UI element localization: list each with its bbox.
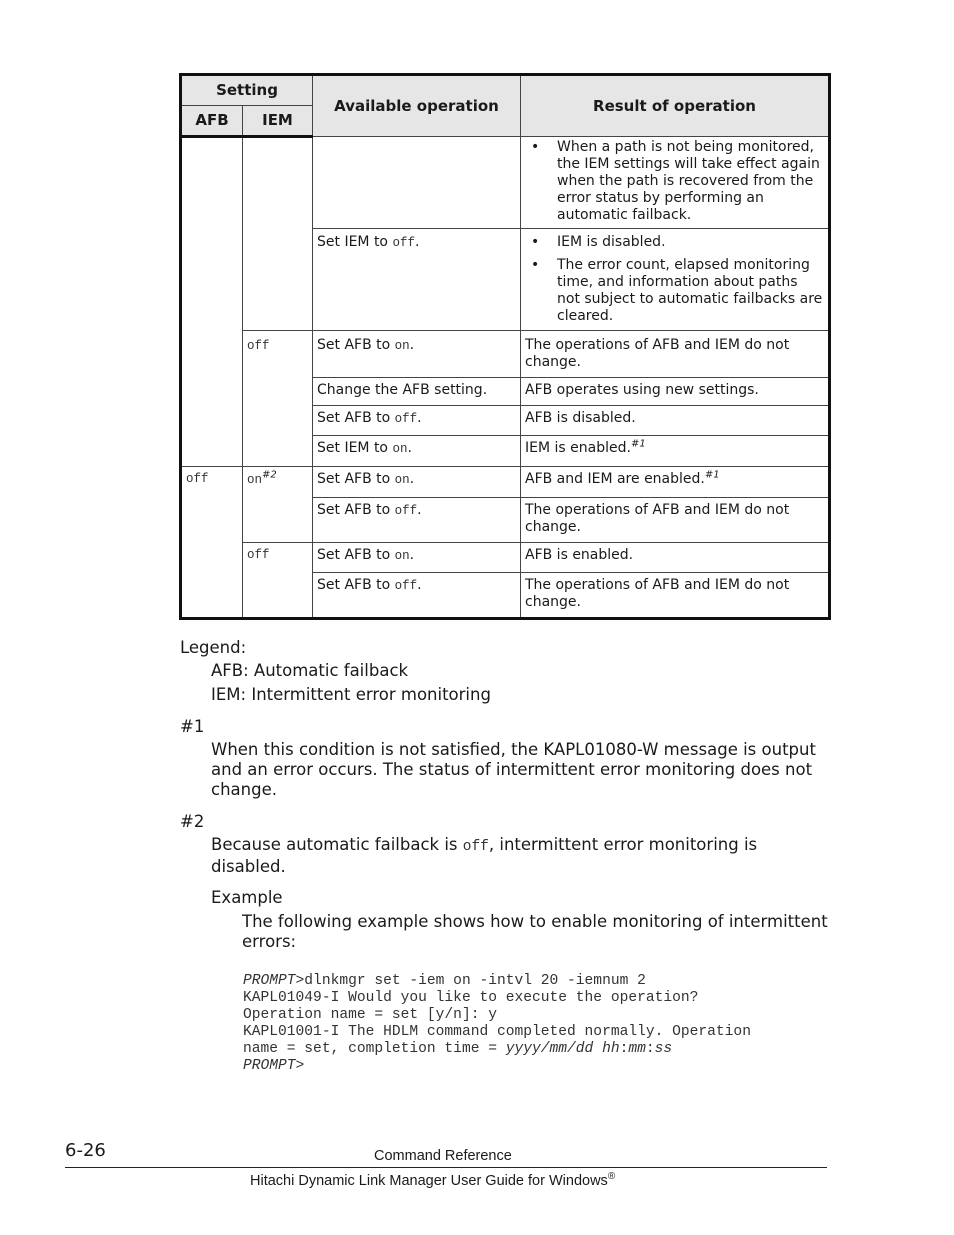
list-item: • IEM is disabled. [525,234,824,251]
result-cell: AFB operates using new settings. [521,378,830,406]
table-row [181,467,830,498]
footer-book-title: Hitachi Dynamic Link Manager User Guide for Windows® [250,1171,616,1189]
legend-afb: AFB: Automatic failback [211,661,409,680]
iem-cell: $on^{\#2}$ [243,467,313,543]
result-cell: The operations of AFB and IEM do not change. [521,573,830,619]
note1-label: #1 [180,717,205,736]
operation-cell: Set AFB to off. [313,498,521,543]
operation-cell: Set AFB to off. [313,406,521,436]
note2-label: #2 [180,812,205,831]
result-cell: The operations of AFB and IEM do not change. [521,498,830,543]
result-cell: AFB and IEM are enabled.$^{\#1}$ [521,467,830,498]
operation-cell: Set AFB to on. [313,467,521,498]
footnote-ref: #1 [630,438,646,450]
code-example: PROMPT>dlnkmgr set -iem on -intvl 20 -iemnum 2 KAPL01049-I Would you like to execute the operation? Operation name = set [y/n]: y KAPL01001-I The HDLM command completed normally. Operation name = set, completion time = yyyy/mm/dd hh:mm:ss PROMPT> [243,973,751,1074]
afb-cell [181,137,243,467]
operation-cell: Set IEM to off. [313,229,521,331]
footer-divider [65,1167,827,1168]
note1-text: When this condition is not satisfied, the KAPL01080-W message is output and an error occurs. The status of intermittent error monitoring does not change. [211,740,816,799]
list-item: • When a path is not being monitored, the IEM settings will take effect again when the path is recovered from the error status by performing an automatic failback. [525,139,824,224]
operation-cell: Set AFB to off. [313,573,521,619]
header-setting: Setting [181,75,313,106]
result-cell: The operations of AFB and IEM do not change. [521,331,830,378]
operation-cell: Set IEM to on. [313,436,521,467]
footer-section: Command Reference [374,1148,512,1164]
legend-iem: IEM: Intermittent error monitoring [211,685,491,704]
operation-cell [313,137,521,229]
result-cell: IEM is enabled.$^{\#1}$ [521,436,830,467]
operation-cell: Set AFB to on. [313,331,521,378]
iem-cell [243,137,313,331]
result-cell [521,229,830,331]
operation-cell: Set AFB to on. [313,543,521,573]
header-available-operation: Available operation [313,75,521,137]
header-afb: AFB [181,106,243,137]
result-cell: AFB is disabled. [521,406,830,436]
table-row [181,331,830,378]
legend-title: Legend: [180,638,247,657]
list-item: • The error count, elapsed monitoring time, and information about paths not subject to automatic failbacks are cleared. [525,257,824,325]
result-cell [521,137,830,229]
table-row [181,137,830,229]
result-cell: AFB is enabled. [521,543,830,573]
header-iem: IEM [243,106,313,137]
footnote-ref: #2 [262,469,277,481]
operation-cell: Change the AFB setting. [313,378,521,406]
iem-value: off [243,331,313,467]
settings-table [179,73,831,620]
header-result-of-operation: Result of operation [521,75,830,137]
afb-value: off [181,467,243,619]
table-row [181,543,830,573]
page-number: 6-26 [65,1140,106,1161]
example-text: The following example shows how to enable monitoring of intermittent errors: [242,912,828,951]
note2-text: Because automatic failback is off, intermittent error monitoring is disabled. [211,835,758,876]
iem-value: off [243,543,313,619]
footnote-ref: #1 [704,469,720,481]
example-label: Example [211,888,283,907]
